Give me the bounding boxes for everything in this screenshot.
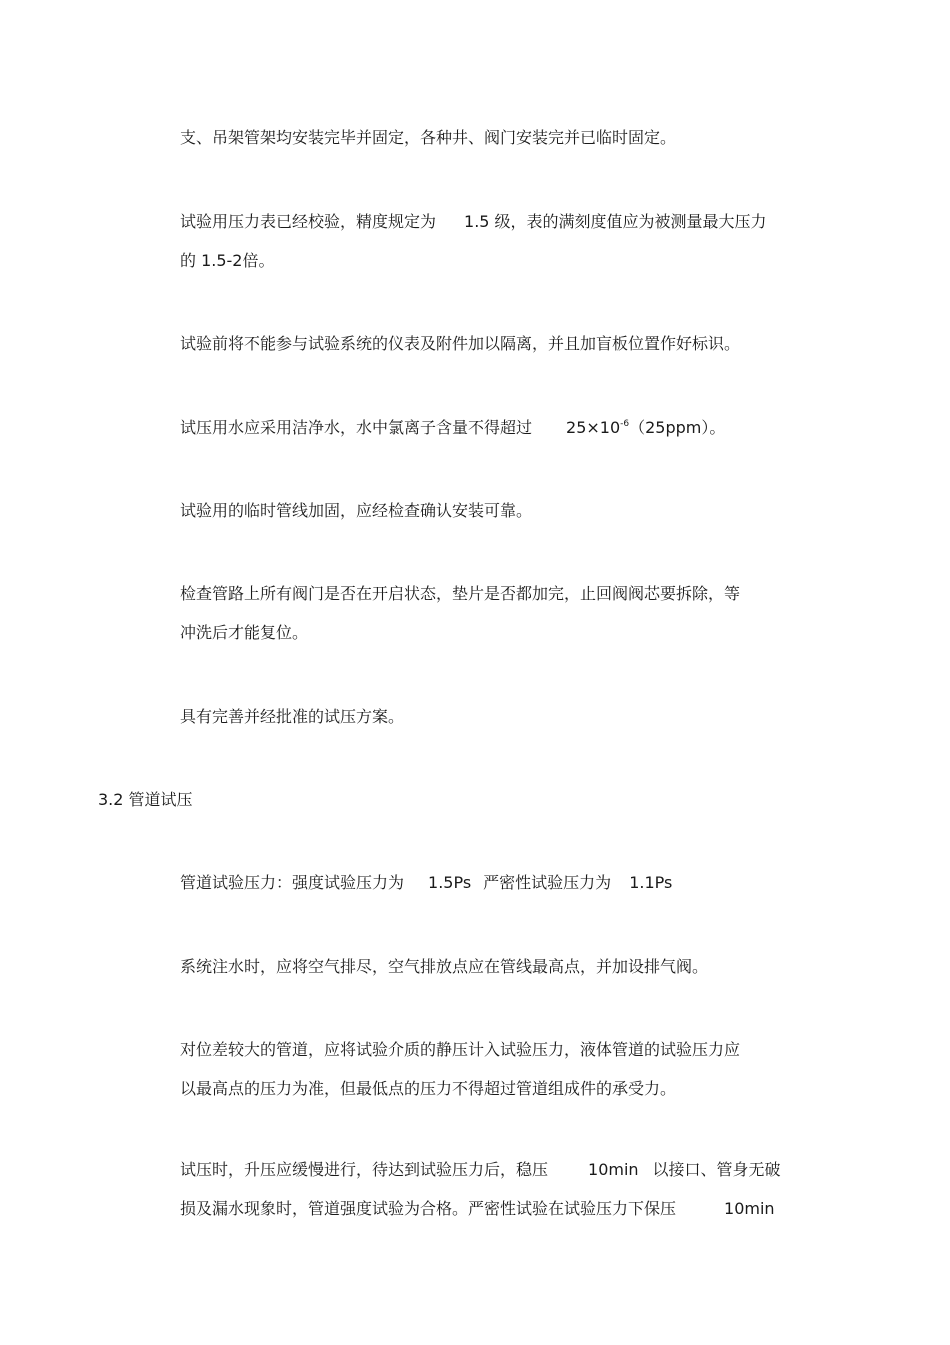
paragraph-pressure-gauge-cont (180, 251, 275, 271)
paragraph-text: 以接口、管身无破 (652, 1160, 781, 1179)
strength-pressure: 1.5Ps (428, 873, 472, 892)
chloride-limit: 25×10 (566, 418, 621, 437)
paragraph-pressurizing (180, 1160, 781, 1180)
paragraph-text: 试压时，升压应缓慢进行，待达到试验压力后，稳压 (180, 1160, 549, 1179)
paragraph-text: 试验前将不能参与试验系统的仪表及附件加以隔离，并且加盲板位置作好标识。 (180, 334, 741, 353)
paragraph-text: 以最高点的压力为准，但最低点的压力不得超过管道组成件的承受力。 (180, 1079, 677, 1098)
heading-text: 3.2 管道试压 (98, 790, 193, 809)
paragraph-pressurizing-cont (180, 1199, 775, 1219)
tightness-hold-duration: 10min (724, 1199, 775, 1218)
paragraph-temp-lines (180, 501, 532, 521)
paragraph-text: 试验用的临时管线加固，应经检查确认安装可靠。 (180, 501, 533, 520)
paragraph-text: 严密性试验压力为 (483, 873, 612, 892)
paragraph-test-water (180, 418, 725, 438)
gauge-grade: 1.5 级，表的满刻度值应为被测量最大压力 (464, 212, 767, 231)
paragraph-approved-plan (180, 707, 404, 727)
paragraph-text: 损及漏水现象时，管道强度试验为合格。严密性试验在试验压力下保压 (180, 1199, 677, 1218)
paragraph-valves-check-cont (180, 623, 308, 643)
section-heading (98, 790, 193, 810)
paragraph-supports-fixed (180, 128, 676, 148)
paragraph-text: 的 1.5-2倍。 (180, 251, 275, 270)
paragraph-text: 具有完善并经批准的试压方案。 (180, 707, 405, 726)
paragraph-text: 系统注水时，应将空气排尽，空气排放点应在管线最高点，并加设排气阀。 (180, 957, 709, 976)
paragraph-height-difference (180, 1040, 740, 1060)
paragraph-text: 试压用水应采用洁净水，水中氯离子含量不得超过 (180, 418, 533, 437)
chloride-ppm: （25ppm）。 (629, 418, 726, 437)
paragraph-water-filling (180, 957, 708, 977)
paragraph-text: 对位差较大的管道，应将试验介质的静压计入试验压力，液体管道的试验压力应 (180, 1040, 741, 1059)
paragraph-test-pressure (180, 873, 672, 893)
tightness-pressure: 1.1Ps (629, 873, 673, 892)
paragraph-text: 检查管路上所有阀门是否在开启状态，垫片是否都加完，止回阀阀芯要拆除，等 (180, 584, 741, 603)
paragraph-text: 支、吊架管架均安装完毕并固定，各种井、阀门安装完并已临时固定。 (180, 128, 677, 147)
paragraph-text: 试验用压力表已经校验，精度规定为 (180, 212, 437, 231)
chloride-exponent: -6 (620, 419, 630, 429)
paragraph-isolation (180, 334, 740, 354)
paragraph-pressure-gauge (180, 212, 767, 232)
hold-duration: 10min (588, 1160, 639, 1179)
paragraph-height-difference-cont (180, 1079, 676, 1099)
paragraph-valves-check (180, 584, 740, 604)
paragraph-text: 冲洗后才能复位。 (180, 623, 309, 642)
paragraph-text: 管道试验压力：强度试验压力为 (180, 873, 405, 892)
